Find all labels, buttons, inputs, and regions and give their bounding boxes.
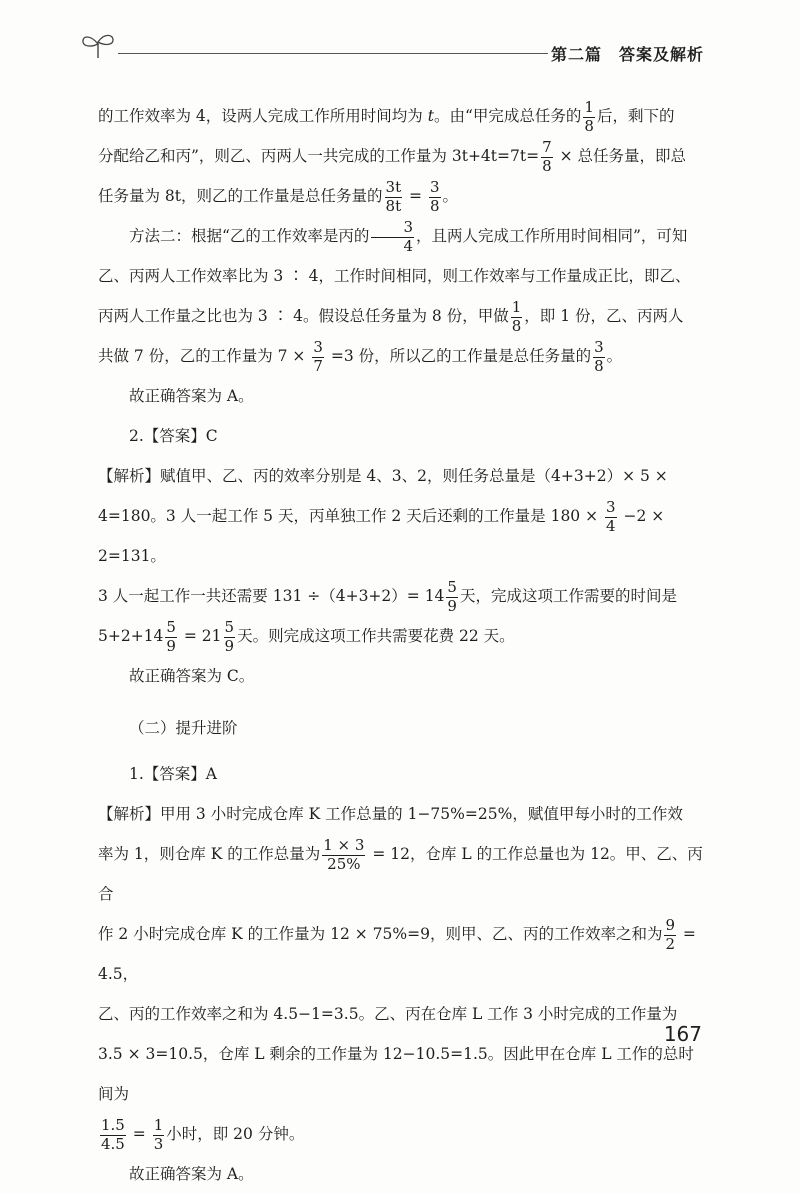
fraction: $\frac{1 \times 3}{25\%}$ [323,835,365,873]
text-line: 率为 1，则仓库 K 的工作总量为 $\frac{1 \times 3}{25\%}$ = 12，仓库 L 的工作总量也为 12。甲、乙、丙合 [98,835,703,903]
text-line: 的工作效率为 4，设两人完成工作所用时间均为 t。由“甲完成总任务的 $\frac{1}{8}$ 后，剩下的 [98,97,675,135]
page-number: 167 [663,1022,702,1046]
analysis-line: 【解析】赋值甲、乙、丙的效率分别是 4、3、2，则任务总量是（4+3+2）× 5 × [98,467,668,485]
fraction: $\frac{3}{7}$ [313,337,323,375]
header-rule [118,53,548,54]
text-line: 3 人一起工作一共还需要 131 ÷（4+3+2）= 14 $\frac{5}{9}$ 天，完成这项工作需要的时间是 [98,577,677,615]
fraction: $\frac{3}{8}$ [429,177,440,215]
fraction: $\frac{1.5}{4.5}$ [101,1115,125,1153]
text-line: 方法二：根据“乙的工作效率是丙的 $\frac{3}{4}$ ，且两人完成工作所用时间相同”，可知 [129,217,688,255]
fraction: $\frac{1}{8}$ [584,97,594,135]
text-line: 分配给乙和丙”，则乙、丙两人一共完成的工作量为 3t+4t=7t= $\frac{7}{8}$ × 总任务量，即总 [98,137,686,175]
fraction: $\frac{3}{8}$ [594,337,604,375]
text-line: 4=180。3 人一起工作 5 天，丙单独工作 2 天后还剩的工作量是 180 × $\frac{3}{4}$ −2 × 2=131。 [98,497,665,565]
text-line: 3.5 × 3=10.5，仓库 L 剩余的工作量为 12−10.5=1.5。因此甲在仓库 L 工作的总时间为 [98,1045,694,1103]
section-heading: （二）提升进阶 [129,719,238,737]
analysis-line: 【解析】甲用 3 小时完成仓库 K 工作总量的 1−75%=25%，赋值甲每小时的工作效 [98,805,683,823]
sprout-icon [80,30,116,60]
page-body [98,96,703,1194]
text-line: $\frac{1.5}{4.5}$ = $\frac{1}{3}$ 小时，即 20 分钟。 [101,1115,305,1153]
fraction: $\frac{9}{2}$ [665,915,675,953]
fraction: $\frac{5}{9}$ [224,617,235,655]
text-line: 共做 7 份，乙的工作量为 7 × $\frac{3}{7}$ =3 份，所以乙的工作量是总任务量的 $\frac{3}{8}$ 。 [98,337,623,375]
text-line: 作 2 小时完成仓库 K 的工作量为 12 × 75%=9，则甲、乙、丙的工作效率之和为 $\frac{9}{2}$ = 4.5， [98,915,696,983]
fraction: $\frac{5}{9}$ [447,577,457,615]
text-line: 乙、丙两人工作效率比为 3 ∶ 4，工作时间相同，则工作效率与工作量成正比，即乙、 [98,267,691,285]
fraction: $\frac{1}{3}$ [153,1115,164,1153]
fraction: $\frac{3t}{8t}$ [385,177,402,215]
text-line: 故正确答案为 A。 [129,387,254,405]
text-line: 故正确答案为 A。 [129,1165,254,1183]
answer-line: 1.【答案】A [129,765,217,783]
text-line: 乙、丙的工作效率之和为 4.5−1=3.5。乙、丙在仓库 L 工作 3 小时完成的工作量为 [98,1005,678,1023]
text-line: 5+2+14 $\frac{5}{9}$ = 21 $\frac{5}{9}$ 天。则完成这项工作共需要花费 22 天。 [98,617,515,655]
fraction: $\frac{1}{8}$ [511,297,522,335]
answer-line: 2.【答案】C [129,427,218,445]
fraction: $\frac{5}{9}$ [166,617,176,655]
fraction: $\frac{3}{4}$ [371,220,414,255]
fraction: $\frac{7}{8}$ [542,137,552,175]
page-header: 第二篇 答案及解析 [550,45,704,64]
text-line: 故正确答案为 C。 [129,667,255,685]
text-line: 任务量为 8t，则乙的工作量是总任务量的 $\frac{3t}{8t}$ = $\frac{3}{8}$ 。 [98,177,459,215]
fraction: $\frac{3}{4}$ [606,497,616,535]
text-line: 丙两人工作量之比也为 3 ∶ 4。假设总任务量为 8 份，甲做 $\frac{1}{8}$ ，即 1 份，乙、丙两人 [98,297,684,335]
